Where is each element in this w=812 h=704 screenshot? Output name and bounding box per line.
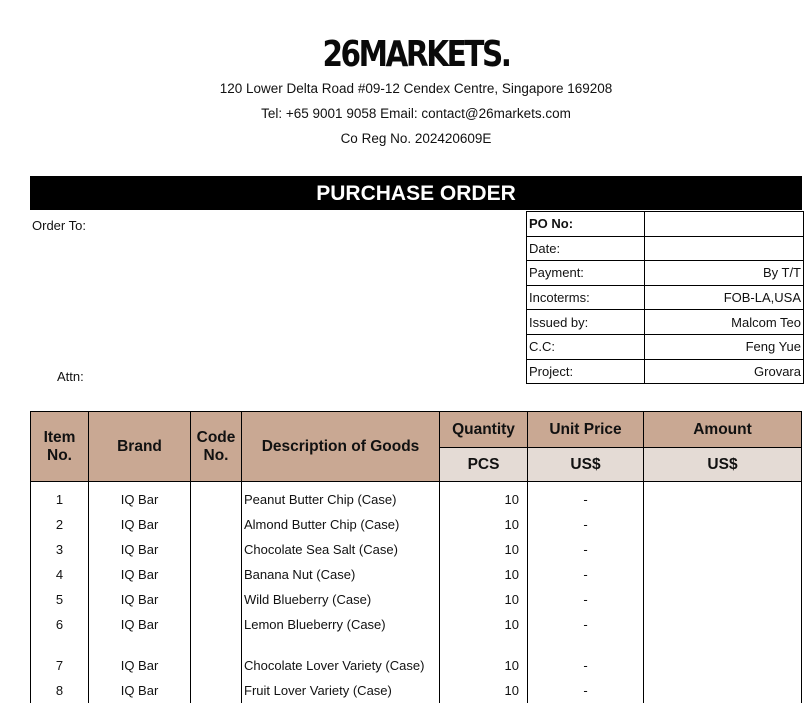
description: Fruit Lover Variety (Case) <box>242 678 440 703</box>
quantity: 10 <box>440 678 528 703</box>
po-info-row <box>527 236 804 261</box>
brand: IQ Bar <box>89 562 191 587</box>
unit-price: - <box>528 537 644 562</box>
code-no <box>191 653 242 678</box>
brand: IQ Bar <box>89 587 191 612</box>
item-no: 2 <box>31 512 89 537</box>
attn-label: Attn: <box>57 369 84 384</box>
item-no: 3 <box>31 537 89 562</box>
unit-price: - <box>528 512 644 537</box>
table-row <box>31 678 802 703</box>
unit-price-unit: US$ <box>528 448 644 482</box>
amount <box>644 612 802 637</box>
amount <box>644 562 802 587</box>
code-no <box>191 678 242 703</box>
code-no <box>191 512 242 537</box>
item-no: 1 <box>31 487 89 512</box>
quantity: 10 <box>440 612 528 637</box>
table-row <box>31 487 802 512</box>
item-no: 7 <box>31 653 89 678</box>
amount-unit: US$ <box>644 448 802 482</box>
payment-value[interactable]: By T/T <box>645 261 804 286</box>
company-contact: Tel: +65 9001 9058 Email: contact@26markets.com <box>261 106 571 121</box>
po-info-row <box>527 310 804 335</box>
description: Lemon Blueberry (Case) <box>242 612 440 637</box>
project-value[interactable]: Grovara <box>645 359 804 384</box>
table-row <box>31 562 802 587</box>
brand: IQ Bar <box>89 487 191 512</box>
col-header-amount: Amount <box>644 412 802 448</box>
item-no: 5 <box>31 587 89 612</box>
unit-price: - <box>528 653 644 678</box>
po-info-row <box>527 359 804 384</box>
description: Banana Nut (Case) <box>242 562 440 587</box>
items-table <box>30 411 802 703</box>
order-to-label: Order To: <box>32 218 86 233</box>
brand: IQ Bar <box>89 537 191 562</box>
company-reg-no: Co Reg No. 202420609E <box>340 131 492 146</box>
page-title: PURCHASE ORDER <box>30 176 802 210</box>
code-no <box>191 612 242 637</box>
unit-price: - <box>528 587 644 612</box>
issued-by-value[interactable]: Malcom Teo <box>645 310 804 335</box>
spacer-row <box>31 637 802 653</box>
item-no: 6 <box>31 612 89 637</box>
amount <box>644 512 802 537</box>
quantity: 10 <box>440 562 528 587</box>
col-header-code-no: Code No. <box>191 412 242 482</box>
po-info-table <box>526 211 804 384</box>
table-header-row <box>31 412 802 448</box>
unit-price: - <box>528 678 644 703</box>
unit-price: - <box>528 562 644 587</box>
table-row <box>31 537 802 562</box>
company-logo: 26MARKETS. <box>322 34 510 75</box>
table-row <box>31 512 802 537</box>
incoterms-value[interactable]: FOB-LA,USA <box>645 285 804 310</box>
cc-value[interactable]: Feng Yue <box>645 334 804 359</box>
description: Chocolate Lover Variety (Case) <box>242 653 440 678</box>
description: Almond Butter Chip (Case) <box>242 512 440 537</box>
item-no: 4 <box>31 562 89 587</box>
incoterms-label: Incoterms: <box>527 285 645 310</box>
code-no <box>191 587 242 612</box>
table-row <box>31 587 802 612</box>
po-no-value[interactable] <box>645 212 804 237</box>
brand: IQ Bar <box>89 612 191 637</box>
quantity: 10 <box>440 537 528 562</box>
amount <box>644 537 802 562</box>
date-label: Date: <box>527 236 645 261</box>
company-address: 120 Lower Delta Road #09-12 Cendex Centre, Singapore 169208 <box>219 81 613 96</box>
project-label: Project: <box>527 359 645 384</box>
payment-label: Payment: <box>527 261 645 286</box>
table-row <box>31 612 802 637</box>
brand: IQ Bar <box>89 678 191 703</box>
po-info-row <box>527 334 804 359</box>
po-info-row <box>527 285 804 310</box>
col-header-brand: Brand <box>89 412 191 482</box>
description: Chocolate Sea Salt (Case) <box>242 537 440 562</box>
po-info-row <box>527 212 804 237</box>
cc-label: C.C: <box>527 334 645 359</box>
code-no <box>191 562 242 587</box>
date-value[interactable] <box>645 236 804 261</box>
amount <box>644 678 802 703</box>
quantity: 10 <box>440 512 528 537</box>
description: Peanut Butter Chip (Case) <box>242 487 440 512</box>
brand: IQ Bar <box>89 512 191 537</box>
col-header-unit-price: Unit Price <box>528 412 644 448</box>
amount <box>644 487 802 512</box>
quantity: 10 <box>440 587 528 612</box>
quantity: 10 <box>440 487 528 512</box>
amount <box>644 653 802 678</box>
quantity-unit: PCS <box>440 448 528 482</box>
unit-price: - <box>528 487 644 512</box>
quantity: 10 <box>440 653 528 678</box>
issued-by-label: Issued by: <box>527 310 645 335</box>
col-header-item-no: Item No. <box>31 412 89 482</box>
col-header-quantity: Quantity <box>440 412 528 448</box>
po-no-label: PO No: <box>527 212 645 237</box>
code-no <box>191 487 242 512</box>
brand: IQ Bar <box>89 653 191 678</box>
item-no: 8 <box>31 678 89 703</box>
code-no <box>191 537 242 562</box>
unit-price: - <box>528 612 644 637</box>
po-info-row <box>527 261 804 286</box>
col-header-description: Description of Goods <box>242 412 440 482</box>
description: Wild Blueberry (Case) <box>242 587 440 612</box>
amount <box>644 587 802 612</box>
table-row <box>31 653 802 678</box>
